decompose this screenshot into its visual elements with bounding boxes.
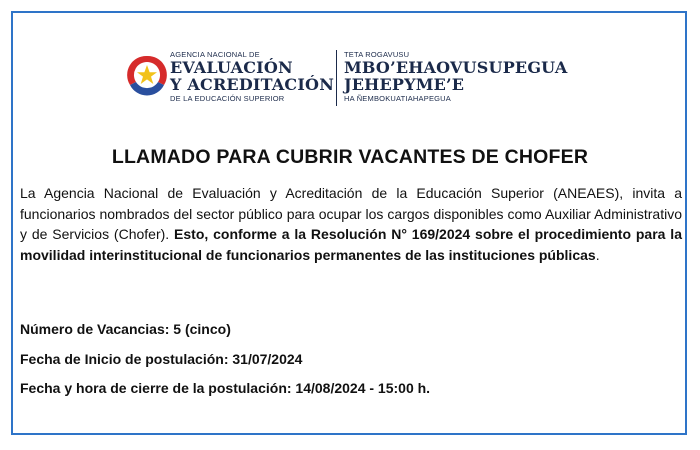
logo-es-line1: EVALUACIÓN: [170, 58, 293, 77]
body-plain-text: La Agencia Nacional de Evaluación y Acreditación de la Educación Superior (ANEAES), invita a funcionarios nombrados del sector público para ocupar los cargos disponibles como Auxiliar Administrativo y de Servicios (Chofer).: [20, 185, 682, 242]
logo-gn-line1: MBO’EHAOVUSUPEGUA: [344, 58, 568, 77]
header-logo: [120, 40, 580, 110]
logo-es-top-line: AGENCIA NACIONAL DE: [170, 50, 260, 59]
vacancies-count: Número de Vacancias: 5 (cinco): [20, 321, 231, 337]
logo-gn-bottom-line: HA ÑEMBOKUATIAHAPEGUA: [344, 94, 451, 103]
body-paragraph: [20, 183, 682, 265]
logo-text-guarani: [344, 50, 584, 103]
logo-es-line2: Y ACREDITACIÓN: [170, 75, 335, 94]
logo-gn-line2: JEHEPYME’E: [344, 75, 465, 94]
logo-gn-top-line: TETA ROGAVUSU: [344, 50, 410, 59]
application-start-date: Fecha de Inicio de postulación: 31/07/2024: [20, 351, 303, 367]
application-close-date: Fecha y hora de cierre de la postulación: 14/08/2024 - 15:00 h.: [20, 380, 431, 396]
logo-divider: [336, 50, 337, 106]
aneaes-emblem-icon: [123, 51, 171, 99]
logo-text-spanish: [170, 50, 338, 103]
body-end-punctuation: .: [595, 246, 600, 263]
page-title: LLAMADO PARA CUBRIR VACANTES DE CHOFER: [111, 146, 589, 168]
logo-es-bottom-line: DE LA EDUCACIÓN SUPERIOR: [170, 94, 285, 103]
body-bold-text: Esto, conforme a la Resolución N° 169/2024 sobre el procedimiento para la movilidad interinstitucional de funcionarios permanentes de las instituciones públicas: [20, 226, 682, 263]
